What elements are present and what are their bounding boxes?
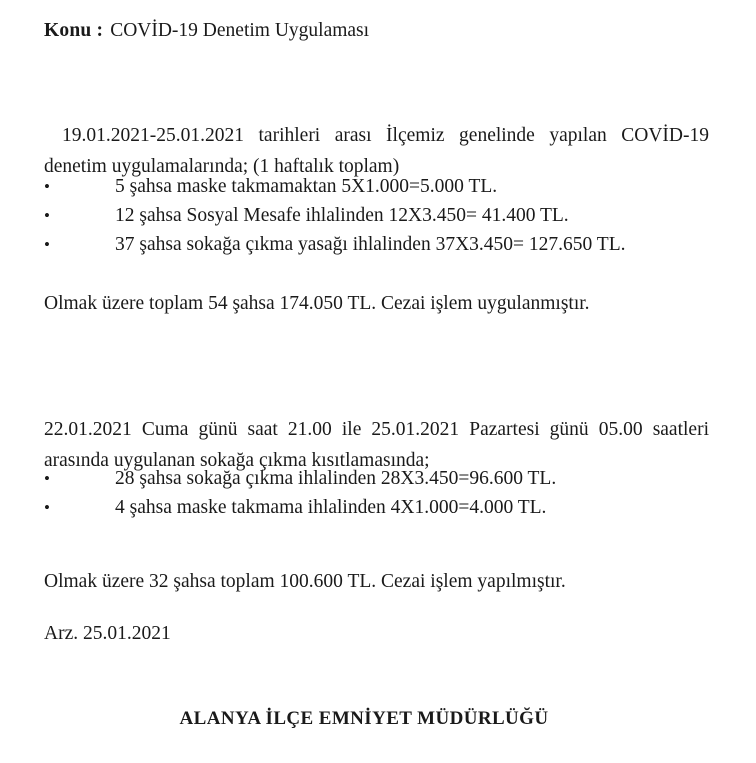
curfew-summary-paragraph: Olmak üzere 32 şahsa toplam 100.600 TL. Cezai işlem yapılmıştır. bbox=[44, 570, 566, 592]
list-item bbox=[44, 201, 724, 230]
list-item-label: 5 şahsa maske takmamaktan 5X1.000=5.000 TL. bbox=[115, 176, 498, 197]
signature-authority: ALANYA İLÇE EMNİYET MÜDÜRLÜĞÜ bbox=[179, 708, 549, 729]
submission-line: Arz. 25.01.2021 bbox=[44, 622, 171, 644]
weekly-summary-paragraph: Olmak üzere toplam 54 şahsa 174.050 TL. Cezai işlem uygulanmıştır. bbox=[44, 292, 590, 314]
subject-value: COVİD-19 Denetim Uygulaması bbox=[110, 20, 370, 41]
list-item-label: 4 şahsa maske takmama ihlalinden 4X1.000=4.000 TL. bbox=[115, 497, 547, 518]
curfew-violations-list bbox=[44, 464, 724, 522]
curfew-intro-paragraph: 22.01.2021 Cuma günü saat 21.00 ile 25.01.2021 Pazartesi günü 05.00 saatleri arasında uygulanan sokağa çıkma kısıtlamasında; bbox=[44, 418, 709, 471]
weekly-intro-paragraph: 19.01.2021-25.01.2021 tarihleri arası İlçemiz genelinde yapılan COVİD-19 denetim uygulamalarında; (1 haftalık toplam) bbox=[44, 124, 709, 177]
subject-line bbox=[44, 18, 369, 44]
bullet-icon: • bbox=[44, 235, 50, 254]
list-item-label: 28 şahsa sokağa çıkma ihlalinden 28X3.450=96.600 TL. bbox=[115, 468, 557, 489]
bullet-icon: • bbox=[44, 177, 50, 196]
list-item-label: 12 şahsa Sosyal Mesafe ihlalinden 12X3.450= 41.400 TL. bbox=[115, 205, 569, 226]
bullet-icon: • bbox=[44, 206, 50, 225]
subject-label: Konu : bbox=[44, 20, 104, 41]
list-item-label: 37 şahsa sokağa çıkma yasağı ihlalinden 37X3.450= 127.650 TL. bbox=[115, 234, 626, 255]
list-item bbox=[44, 172, 724, 201]
bullet-icon: • bbox=[44, 498, 50, 517]
list-item bbox=[44, 493, 724, 522]
list-item bbox=[44, 464, 724, 493]
bullet-icon: • bbox=[44, 469, 50, 488]
list-item bbox=[44, 230, 724, 259]
weekly-violations-list bbox=[44, 172, 724, 259]
